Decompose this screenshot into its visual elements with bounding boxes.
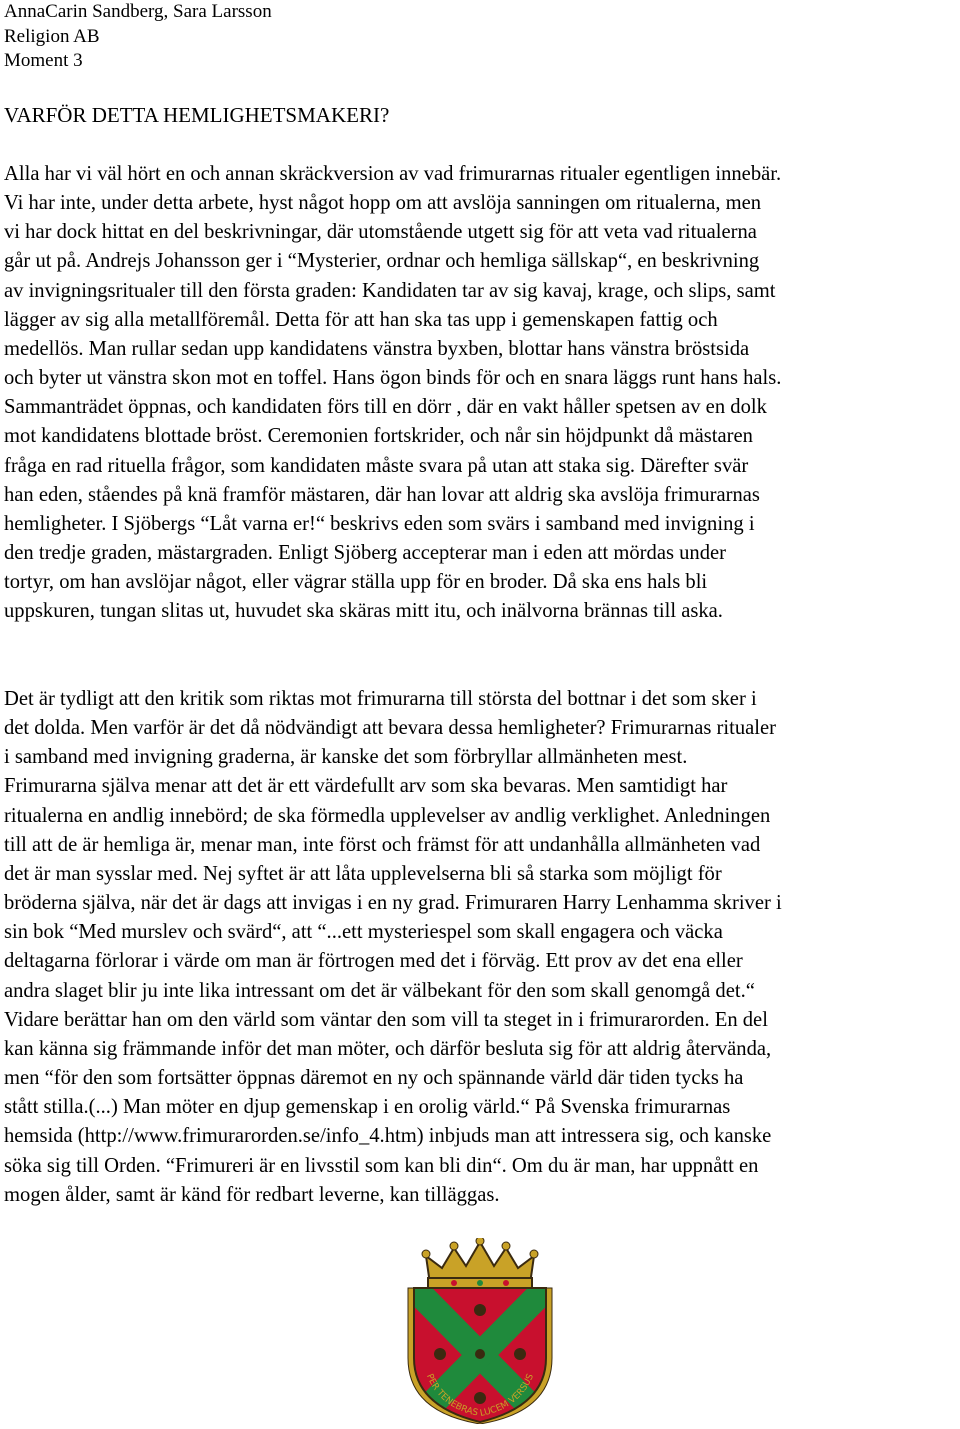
motto-textpath: PER TENEBRAS LUCEM VERSUS <box>423 1372 537 1420</box>
paragraph-line: Alla har vi väl hört en och annan skräckversion av vad frimurarnas ritualer egentligen innebär. <box>4 163 782 185</box>
paragraph-rituals <box>4 160 956 627</box>
paragraph-line: kan känna sig främmande inför det man möter, och därför besluta sig för att aldrig återvända, <box>4 1037 772 1060</box>
paragraph-line: men “för den som fortsätter öppnas däremot en ny och spännande värld där tiden tycks ha <box>4 1067 744 1090</box>
paragraph-line: mogen ålder, samt är känd för redbart leverne, kan tilläggas. <box>4 1183 500 1206</box>
paragraph-line: uppskuren, tungan slitas ut, huvudet ska skäras mitt itu, och inälvorna brännas till aska. <box>4 600 723 623</box>
paragraph-line: i samband med invigning graderna, är kanske det som förbryllar allmänheten mest. <box>4 746 688 769</box>
paragraph-line: söka sig till Orden. “Frimureri är en livsstil som kan bli din“. Om du är man, har uppnått en <box>4 1154 759 1177</box>
paragraph-line: Sammanträdet öppnas, och kandidaten förs till en dörr , där en vakt håller spetsen av en dolk <box>4 396 767 419</box>
document-header <box>4 0 272 74</box>
paragraph-line: lägger av sig alla metallföremål. Detta för att han ska tas upp i gemenskapen fattig och <box>4 308 718 331</box>
paragraph-line: vi har dock hittat en del beskrivningar, där utomstående utgett sig för att veta vad ritualerna <box>4 221 757 244</box>
paragraph-line: till att de är hemliga är, menar man, inte först och främst för att undanhålla allmänheten vad <box>4 833 761 856</box>
paragraph-line: hemsida (http://www.frimurarorden.se/info_4.htm) inbjuds man att intressera sig, och kanske <box>4 1125 772 1148</box>
crown-icon <box>422 1238 538 1288</box>
paragraph-line: Vi har inte, under detta arbete, hyst något hopp om att avslöja sanningen om ritualerna, men <box>4 192 762 215</box>
paragraph-line: Frimurarna själva menar att det är ett värdefullt arv som ska bevaras. Men samtidigt har <box>4 775 728 798</box>
paragraph-line: deltagarna förlorar i värde om man är förtrogen med det i förväg. Ett prov av det ena eller <box>4 950 743 973</box>
paragraph-line: Vidare berättar han om den värld som väntar den som vill ta steget in i frimurarorden. En del <box>4 1008 768 1031</box>
paragraph-line: hemligheter. I Sjöbergs “Låt varna er!“ beskrivs eden som svärs i samband med invigning i <box>4 512 755 535</box>
paragraph-line: och byter ut vänstra skon mot en toffel. Hans ögon binds för och en snara läggs runt hans hals. <box>4 367 782 390</box>
paragraph-line: det är man sysslar med. Nej syftet är att låta upplevelserna bli så starka som möjligt för <box>4 862 722 885</box>
paragraph-line: tortyr, om han avslöjar något, eller vägrar ställa upp för en broder. Då ska ens hals bli <box>4 571 708 594</box>
coat-of-arms-icon <box>404 1238 556 1424</box>
paragraph-line: går ut på. Andrejs Johansson ger i “Mysterier, ordnar och hemliga sällskap“, en beskrivning <box>4 250 760 273</box>
paragraph-line: fråga en rad rituella frågor, som kandidaten måste svara på utan att staka sig. Därefter svär <box>4 454 749 477</box>
authors-line: AnnaCarin Sandberg, Sara Larsson <box>4 1 272 22</box>
shield-icon <box>404 1278 556 1424</box>
paragraph-line: den tredje graden, mästargraden. Enligt Sjöberg accepterar man i eden att mördas under <box>4 542 727 565</box>
page-title: VARFÖR DETTA HEMLIGHETSMAKERI? <box>4 103 390 127</box>
paragraph-secrecy <box>4 685 956 1210</box>
paragraph-line: bröderna själva, när det är dags att invigas i en ny grad. Frimuraren Harry Lenhamma skriver i <box>4 892 782 915</box>
paragraph-line: medellös. Man rullar sedan upp kandidatens vänstra byxben, blottar hans vänstra bröstsida <box>4 337 750 360</box>
paragraph-line: mot kandidatens blottade bröst. Ceremonien fortskrider, och når sin höjdpunkt då mästaren <box>4 425 753 448</box>
paragraph-line: det dolda. Men varför är det då nödvändigt att bevara dessa hemligheter? Frimurarnas ritualer <box>4 717 776 740</box>
moment-line: Moment 3 <box>4 50 83 71</box>
course-line: Religion AB <box>4 25 100 47</box>
paragraph-line: Det är tydligt att den kritik som riktas mot frimurarna till största del bottnar i det som sker i <box>4 688 757 710</box>
paragraph-line: ritualerna en andlig innebörd; de ska förmedla upplevelser av andlig verklighet. Anledningen <box>4 804 771 827</box>
paragraph-line: stått stilla.(...) Man möter en djup gemenskap i en orolig värld.“ På Svenska frimurarnas <box>4 1096 731 1119</box>
paragraph-line: han eden, ståendes på knä framför mästaren, där han lovar att aldrig ska avslöja frimurarnas <box>4 483 760 506</box>
paragraph-line: av invigningsritualer till den första graden: Kandidaten tar av sig kavaj, krage, och slips, samt <box>4 279 776 302</box>
paragraph-line: andra slaget blir ju inte lika intressant om det är välbekant för den som skall genomgå det.“ <box>4 979 755 1002</box>
freemason-coat-of-arms <box>404 1238 556 1424</box>
paragraph-line: sin bok “Med murslev och svärd“, att “...ett mysteriespel som skall engagera och väcka <box>4 921 723 944</box>
